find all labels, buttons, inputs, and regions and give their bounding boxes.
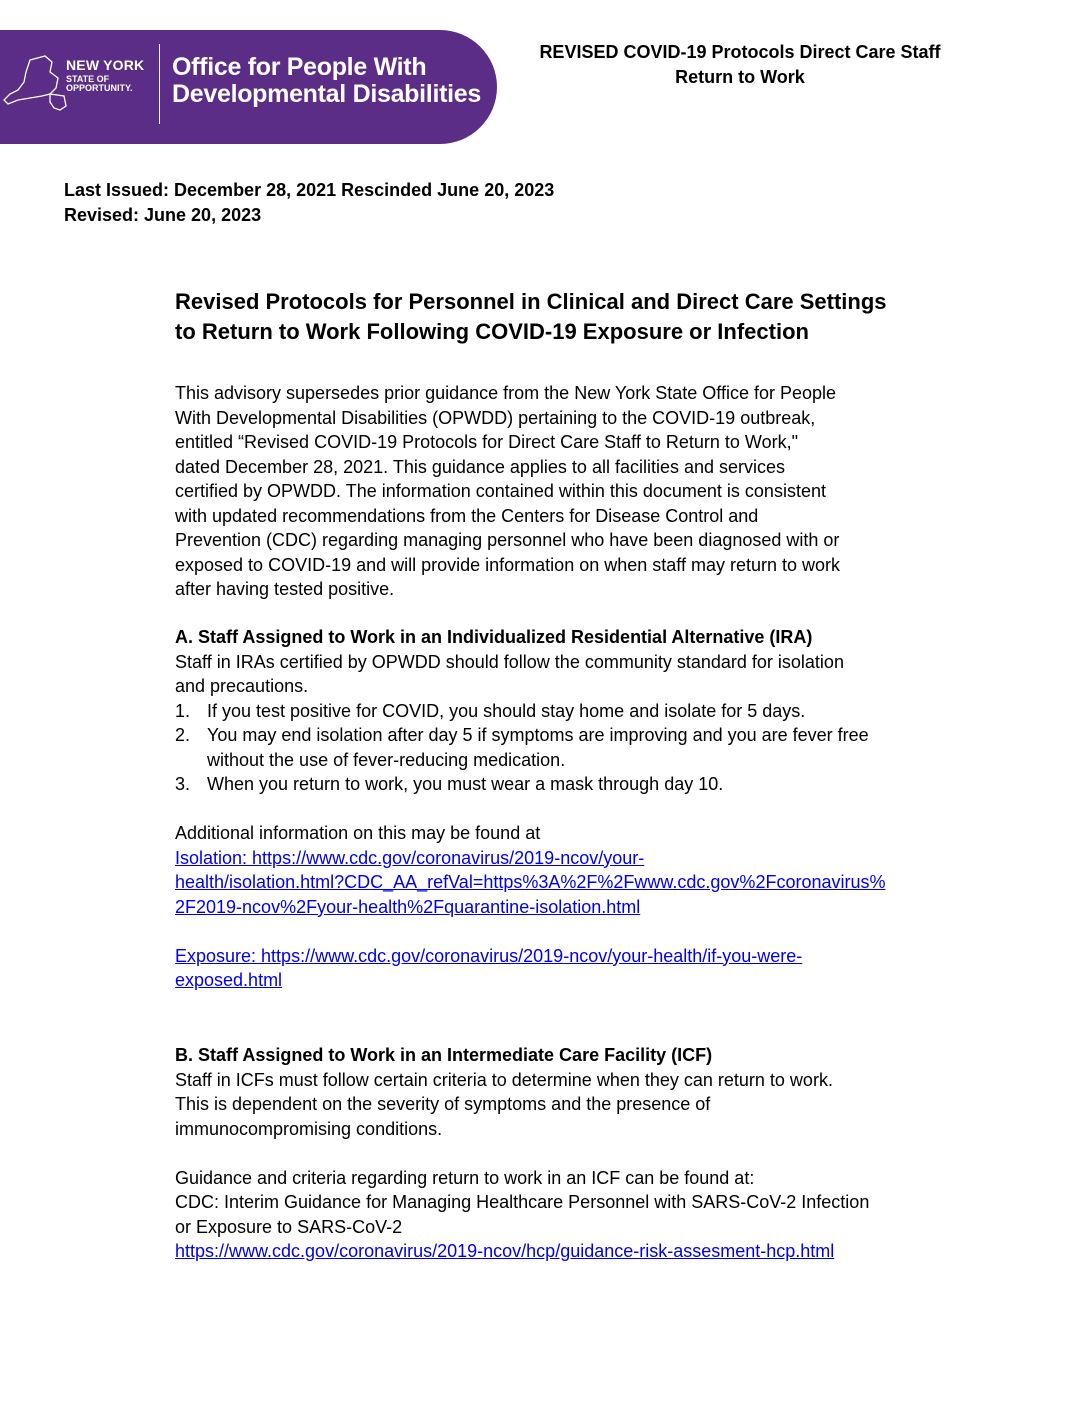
exposure-link-line2: exposed.html (175, 970, 283, 990)
list-item-text: When you return to work, you must wear a mask through day 10. (207, 774, 724, 794)
intro-line: certified by OPWDD. The information contained within this document is consistent (175, 481, 826, 501)
agency-banner (0, 30, 497, 144)
document-title-line2: Return to Work (675, 67, 805, 87)
revised-date: Revised: June 20, 2023 (64, 205, 262, 225)
isolation-link-line3: 2F2019-ncov%2Fyour-health%2Fquarantine-isolation.html (175, 896, 641, 917)
cdc-guidance-title-line1: CDC: Interim Guidance for Managing Healthcare Personnel with SARS-CoV-2 Infection (175, 1192, 870, 1212)
section-a-intro-line: and precautions. (175, 676, 309, 696)
section-b-line: immunocompromising conditions. (175, 1118, 443, 1139)
list-item-text: You may end isolation after day 5 if symptoms are improving and you are fever free (207, 725, 869, 745)
isolation-link[interactable] (175, 846, 1035, 920)
intro-line: with updated recommendations from the Centers for Disease Control and (175, 505, 759, 526)
exposure-link[interactable] (175, 944, 1035, 993)
intro-line: exposed to COVID-19 and will provide information on when staff may return to work (175, 554, 840, 575)
section-b-line: This is dependent on the severity of symptoms and the presence of (175, 1094, 711, 1114)
list-item-number: 3. (175, 774, 191, 794)
cdc-guidance-title-line2: or Exposure to SARS-CoV-2 (175, 1216, 403, 1237)
state-logo-line3: OPPORTUNITY. (66, 83, 133, 94)
page-heading (175, 287, 995, 347)
section-b-line: Staff in ICFs must follow certain criteria to determine when they can return to work. (175, 1069, 833, 1090)
document-title (500, 40, 980, 90)
additional-info: Additional information on this may be found at (175, 823, 541, 843)
logo-divider (159, 44, 160, 124)
document-title-line1: REVISED COVID-19 Protocols Direct Care Staff (539, 42, 941, 62)
guidance-line: Guidance and criteria regarding return to work in an ICF can be found at: (175, 1167, 755, 1188)
page-heading-line1: Revised Protocols for Personnel in Clinical and Direct Care Settings (175, 289, 887, 314)
intro-line: after having tested positive. (175, 579, 395, 599)
intro-line: This advisory supersedes prior guidance from the New York State Office for People (175, 383, 837, 403)
agency-name (172, 54, 481, 108)
agency-name-line1: Office for People With (172, 53, 427, 81)
section-b-heading: B. Staff Assigned to Work in an Intermediate Care Facility (ICF) (175, 1045, 713, 1065)
isolation-link-line1: Isolation: https://www.cdc.gov/coronavirus/2019-ncov/your- (175, 847, 645, 868)
state-logo-text (66, 58, 144, 94)
isolation-link-line2: health/isolation.html?CDC_AA_refVal=https%3A%2F%2Fwww.cdc.gov%2Fcoronavirus% (175, 872, 886, 892)
section-a-list (175, 699, 1035, 797)
intro-line: dated December 28, 2021. This guidance applies to all facilities and services (175, 456, 786, 477)
intro-line: Prevention (CDC) regarding managing personnel who have been diagnosed with or (175, 530, 840, 550)
list-item-number: 2. (175, 725, 191, 745)
intro-paragraph (175, 381, 1035, 602)
issue-dates (64, 178, 554, 228)
exposure-link-line1: Exposure: https://www.cdc.gov/coronavirus/2019-ncov/your-health/if-you-were- (175, 945, 803, 966)
section-a-intro-line: Staff in IRAs certified by OPWDD should follow the community standard for isolation (175, 651, 844, 672)
cdc-guidance-link[interactable]: https://www.cdc.gov/coronavirus/2019-ncov/hcp/guidance-risk-assesment-hcp.html (175, 1241, 835, 1261)
list-item (175, 699, 1035, 724)
section-a (175, 625, 1035, 993)
intro-line: entitled “Revised COVID-19 Protocols for Direct Care Staff to Return to Work," (175, 432, 798, 452)
page-heading-line2: to Return to Work Following COVID-19 Exposure or Infection (175, 319, 809, 344)
state-logo-line1: NEW YORK (66, 57, 145, 73)
state-logo-line2: STATE OF (66, 74, 110, 84)
list-item-number: 1. (175, 700, 191, 721)
intro-line: With Developmental Disabilities (OPWDD) pertaining to the COVID-19 outbreak, (175, 407, 816, 428)
agency-name-line2: Developmental Disabilities (172, 80, 481, 108)
list-item-text: without the use of fever-reducing medication. (207, 749, 566, 770)
list-item-text: If you test positive for COVID, you should stay home and isolate for 5 days. (207, 700, 806, 721)
section-b (175, 1043, 1035, 1264)
last-issued: Last Issued: December 28, 2021 Rescinded June 20, 2023 (64, 180, 555, 200)
list-item (175, 723, 1035, 772)
list-item (175, 772, 1035, 797)
section-a-heading: A. Staff Assigned to Work in an Individualized Residential Alternative (IRA) (175, 627, 813, 647)
